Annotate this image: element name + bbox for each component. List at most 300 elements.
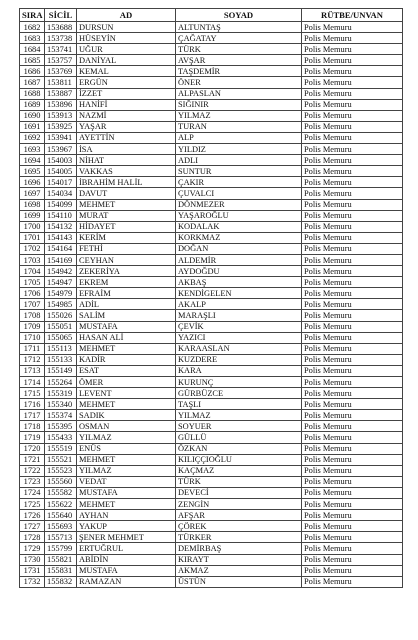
cell-ad: KEMAL	[77, 66, 176, 77]
cell-rutbe: Polis Memuru	[302, 443, 403, 454]
cell-soyad: ÇAKIR	[176, 177, 302, 188]
cell-sicil: 154099	[45, 199, 77, 210]
cell-rutbe: Polis Memuru	[302, 554, 403, 565]
table-row	[20, 66, 403, 77]
cell-rutbe: Polis Memuru	[302, 388, 403, 399]
table-row	[20, 532, 403, 543]
cell-rutbe: Polis Memuru	[302, 532, 403, 543]
cell-soyad: TÜRKER	[176, 532, 302, 543]
cell-soyad: ÖZKAN	[176, 443, 302, 454]
cell-soyad: ÖNER	[176, 77, 302, 88]
cell-soyad: ÇÖREK	[176, 521, 302, 532]
cell-sicil: 155113	[45, 343, 77, 354]
cell-ad: ESAT	[77, 365, 176, 376]
cell-sicil: 154017	[45, 177, 77, 188]
cell-ad: İBRAHİM HALİL	[77, 177, 176, 188]
cell-sicil: 153741	[45, 44, 77, 55]
cell-ad: ZEKERİYA	[77, 266, 176, 277]
cell-sira: 1705	[20, 277, 45, 288]
cell-ad: HÜSEYİN	[77, 33, 176, 44]
table-row	[20, 410, 403, 421]
cell-soyad: AFŞAR	[176, 510, 302, 521]
cell-rutbe: Polis Memuru	[302, 199, 403, 210]
cell-soyad: AKALP	[176, 299, 302, 310]
header-rutbe: RÜTBE/UNVAN	[302, 9, 403, 22]
cell-soyad: AVŞAR	[176, 55, 302, 66]
cell-soyad: KAÇMAZ	[176, 465, 302, 476]
cell-ad: FETHİ	[77, 243, 176, 254]
cell-rutbe: Polis Memuru	[302, 177, 403, 188]
cell-sicil: 153887	[45, 88, 77, 99]
cell-sira: 1700	[20, 221, 45, 232]
cell-sira: 1686	[20, 66, 45, 77]
cell-ad: ADİL	[77, 299, 176, 310]
cell-soyad: ÜSTÜN	[176, 576, 302, 587]
cell-sira: 1682	[20, 22, 45, 33]
cell-soyad: ALTUNTAŞ	[176, 22, 302, 33]
cell-sira: 1716	[20, 399, 45, 410]
cell-ad: ERGÜN	[77, 77, 176, 88]
table-row	[20, 188, 403, 199]
cell-rutbe: Polis Memuru	[302, 432, 403, 443]
cell-sicil: 155560	[45, 476, 77, 487]
cell-rutbe: Polis Memuru	[302, 110, 403, 121]
cell-sicil: 153925	[45, 121, 77, 132]
cell-rutbe: Polis Memuru	[302, 299, 403, 310]
cell-sicil: 155693	[45, 521, 77, 532]
cell-rutbe: Polis Memuru	[302, 243, 403, 254]
cell-soyad: TURAN	[176, 121, 302, 132]
header-sicil: SİCİL	[45, 9, 77, 22]
cell-sira: 1715	[20, 388, 45, 399]
cell-rutbe: Polis Memuru	[302, 22, 403, 33]
cell-sira: 1730	[20, 554, 45, 565]
cell-sira: 1697	[20, 188, 45, 199]
table-row	[20, 121, 403, 132]
cell-soyad: YAZICI	[176, 332, 302, 343]
cell-sira: 1728	[20, 532, 45, 543]
table-row	[20, 421, 403, 432]
cell-sira: 1732	[20, 576, 45, 587]
cell-sira: 1710	[20, 332, 45, 343]
cell-sira: 1718	[20, 421, 45, 432]
cell-ad: SADIK	[77, 410, 176, 421]
cell-sira: 1724	[20, 487, 45, 498]
cell-ad: AYHAN	[77, 510, 176, 521]
table-row	[20, 365, 403, 376]
table-row	[20, 354, 403, 365]
cell-sira: 1708	[20, 310, 45, 321]
cell-soyad: ÇAĞATAY	[176, 33, 302, 44]
cell-ad: RAMAZAN	[77, 576, 176, 587]
cell-sicil: 155713	[45, 532, 77, 543]
cell-sira: 1689	[20, 99, 45, 110]
cell-soyad: ALDEMİR	[176, 254, 302, 265]
cell-soyad: MARAŞLI	[176, 310, 302, 321]
cell-ad: ÖMER	[77, 377, 176, 388]
cell-sicil: 155319	[45, 388, 77, 399]
cell-ad: EFRAİM	[77, 288, 176, 299]
cell-soyad: KIRAYT	[176, 554, 302, 565]
table-row	[20, 432, 403, 443]
cell-ad: VEDAT	[77, 476, 176, 487]
cell-soyad: YILDIZ	[176, 144, 302, 155]
table-row	[20, 576, 403, 587]
cell-ad: AYETTİN	[77, 132, 176, 143]
cell-rutbe: Polis Memuru	[302, 210, 403, 221]
table-row	[20, 166, 403, 177]
cell-sira: 1683	[20, 33, 45, 44]
table-row	[20, 521, 403, 532]
cell-rutbe: Polis Memuru	[302, 354, 403, 365]
cell-sira: 1720	[20, 443, 45, 454]
cell-ad: NAZMİ	[77, 110, 176, 121]
table-row	[20, 332, 403, 343]
cell-rutbe: Polis Memuru	[302, 365, 403, 376]
cell-sicil: 153738	[45, 33, 77, 44]
table-row	[20, 210, 403, 221]
cell-rutbe: Polis Memuru	[302, 521, 403, 532]
cell-soyad: AKBAŞ	[176, 277, 302, 288]
cell-sicil: 155149	[45, 365, 77, 376]
table-row	[20, 499, 403, 510]
cell-soyad: DEVECİ	[176, 487, 302, 498]
cell-rutbe: Polis Memuru	[302, 221, 403, 232]
cell-sicil: 154942	[45, 266, 77, 277]
cell-sira: 1703	[20, 254, 45, 265]
cell-sicil: 154143	[45, 232, 77, 243]
table-row	[20, 144, 403, 155]
table-row	[20, 254, 403, 265]
cell-sicil: 153913	[45, 110, 77, 121]
cell-sira: 1690	[20, 110, 45, 121]
cell-sira: 1717	[20, 410, 45, 421]
cell-ad: MEHMET	[77, 343, 176, 354]
cell-ad: YILMAZ	[77, 465, 176, 476]
cell-sira: 1684	[20, 44, 45, 55]
cell-rutbe: Polis Memuru	[302, 88, 403, 99]
cell-sira: 1727	[20, 521, 45, 532]
cell-soyad: ALP	[176, 132, 302, 143]
table-row	[20, 22, 403, 33]
table-row	[20, 288, 403, 299]
cell-sira: 1709	[20, 321, 45, 332]
cell-sira: 1696	[20, 177, 45, 188]
cell-ad: MEHMET	[77, 454, 176, 465]
cell-rutbe: Polis Memuru	[302, 321, 403, 332]
cell-sicil: 155340	[45, 399, 77, 410]
cell-rutbe: Polis Memuru	[302, 144, 403, 155]
table-row	[20, 321, 403, 332]
cell-sicil: 155374	[45, 410, 77, 421]
table-row	[20, 343, 403, 354]
cell-sicil: 154979	[45, 288, 77, 299]
cell-soyad: YILMAZ	[176, 110, 302, 121]
cell-sira: 1693	[20, 144, 45, 155]
cell-rutbe: Polis Memuru	[302, 77, 403, 88]
cell-sicil: 155264	[45, 377, 77, 388]
table-row	[20, 33, 403, 44]
cell-sira: 1725	[20, 499, 45, 510]
cell-sira: 1699	[20, 210, 45, 221]
cell-ad: MUSTAFA	[77, 565, 176, 576]
header-soyad: SOYAD	[176, 9, 302, 22]
table-row	[20, 465, 403, 476]
table-row	[20, 454, 403, 465]
cell-rutbe: Polis Memuru	[302, 99, 403, 110]
cell-sicil: 155582	[45, 487, 77, 498]
cell-sicil: 154169	[45, 254, 77, 265]
cell-sicil: 155051	[45, 321, 77, 332]
cell-sicil: 154132	[45, 221, 77, 232]
cell-soyad: DEMİRBAŞ	[176, 543, 302, 554]
cell-soyad: KODALAK	[176, 221, 302, 232]
cell-sira: 1729	[20, 543, 45, 554]
cell-sicil: 153769	[45, 66, 77, 77]
cell-sicil: 155521	[45, 454, 77, 465]
cell-ad: EKREM	[77, 277, 176, 288]
cell-soyad: ADLI	[176, 155, 302, 166]
cell-ad: YAŞAR	[77, 121, 176, 132]
cell-sicil: 154947	[45, 277, 77, 288]
cell-rutbe: Polis Memuru	[302, 332, 403, 343]
cell-ad: MEHMET	[77, 399, 176, 410]
cell-rutbe: Polis Memuru	[302, 377, 403, 388]
cell-rutbe: Polis Memuru	[302, 499, 403, 510]
cell-ad: YILMAZ	[77, 432, 176, 443]
cell-soyad: KURUNÇ	[176, 377, 302, 388]
cell-sira: 1704	[20, 266, 45, 277]
cell-ad: MUSTAFA	[77, 487, 176, 498]
table-row	[20, 399, 403, 410]
cell-rutbe: Polis Memuru	[302, 266, 403, 277]
table-row	[20, 177, 403, 188]
cell-sira: 1712	[20, 354, 45, 365]
cell-ad: KERİM	[77, 232, 176, 243]
cell-sicil: 153688	[45, 22, 77, 33]
cell-soyad: DOĞAN	[176, 243, 302, 254]
cell-rutbe: Polis Memuru	[302, 510, 403, 521]
cell-soyad: SIĞINIR	[176, 99, 302, 110]
cell-sicil: 155831	[45, 565, 77, 576]
cell-sicil: 155832	[45, 576, 77, 587]
cell-ad: VAKKAS	[77, 166, 176, 177]
cell-soyad: ÇUVALCI	[176, 188, 302, 199]
cell-ad: MURAT	[77, 210, 176, 221]
table-row	[20, 155, 403, 166]
cell-sira: 1701	[20, 232, 45, 243]
cell-sicil: 153896	[45, 99, 77, 110]
cell-rutbe: Polis Memuru	[302, 66, 403, 77]
table-row	[20, 388, 403, 399]
cell-ad: HİDAYET	[77, 221, 176, 232]
cell-ad: İZZET	[77, 88, 176, 99]
header-ad: AD	[77, 9, 176, 22]
cell-soyad: TÜRK	[176, 44, 302, 55]
cell-sira: 1713	[20, 365, 45, 376]
cell-rutbe: Polis Memuru	[302, 487, 403, 498]
table-row	[20, 443, 403, 454]
cell-sicil: 155133	[45, 354, 77, 365]
cell-soyad: TAŞLI	[176, 399, 302, 410]
cell-ad: YAKUP	[77, 521, 176, 532]
cell-soyad: AKMAZ	[176, 565, 302, 576]
header-row	[20, 9, 403, 22]
cell-rutbe: Polis Memuru	[302, 33, 403, 44]
cell-sira: 1731	[20, 565, 45, 576]
table-row	[20, 44, 403, 55]
cell-soyad: KORKMAZ	[176, 232, 302, 243]
cell-sicil: 155065	[45, 332, 77, 343]
cell-sira: 1702	[20, 243, 45, 254]
cell-sicil: 153757	[45, 55, 77, 66]
cell-soyad: KARA	[176, 365, 302, 376]
cell-rutbe: Polis Memuru	[302, 288, 403, 299]
cell-rutbe: Polis Memuru	[302, 343, 403, 354]
cell-rutbe: Polis Memuru	[302, 465, 403, 476]
table-row	[20, 199, 403, 210]
cell-sira: 1723	[20, 476, 45, 487]
cell-ad: ŞENER MEHMET	[77, 532, 176, 543]
cell-sicil: 154034	[45, 188, 77, 199]
cell-ad: DAVUT	[77, 188, 176, 199]
cell-rutbe: Polis Memuru	[302, 44, 403, 55]
cell-rutbe: Polis Memuru	[302, 576, 403, 587]
cell-sicil: 155523	[45, 465, 77, 476]
cell-soyad: YAŞAROĞLU	[176, 210, 302, 221]
cell-sira: 1692	[20, 132, 45, 143]
table-row	[20, 266, 403, 277]
cell-sicil: 153941	[45, 132, 77, 143]
cell-soyad: ZENGİN	[176, 499, 302, 510]
cell-soyad: TAŞDEMİR	[176, 66, 302, 77]
personnel-table	[19, 8, 403, 588]
cell-sicil: 154985	[45, 299, 77, 310]
cell-rutbe: Polis Memuru	[302, 55, 403, 66]
table-row	[20, 377, 403, 388]
table-row	[20, 299, 403, 310]
cell-sira: 1707	[20, 299, 45, 310]
table-row	[20, 221, 403, 232]
cell-ad: DURSUN	[77, 22, 176, 33]
cell-sicil: 153967	[45, 144, 77, 155]
cell-ad: LEVENT	[77, 388, 176, 399]
cell-sira: 1711	[20, 343, 45, 354]
cell-sicil: 155433	[45, 432, 77, 443]
table-row	[20, 55, 403, 66]
cell-rutbe: Polis Memuru	[302, 399, 403, 410]
table-row	[20, 88, 403, 99]
cell-ad: İSA	[77, 144, 176, 155]
cell-ad: NİHAT	[77, 155, 176, 166]
header-sira: SIRA	[20, 9, 45, 22]
cell-sicil: 155622	[45, 499, 77, 510]
cell-sira: 1726	[20, 510, 45, 521]
cell-ad: CEYHAN	[77, 254, 176, 265]
cell-rutbe: Polis Memuru	[302, 166, 403, 177]
cell-sira: 1695	[20, 166, 45, 177]
cell-sicil: 154164	[45, 243, 77, 254]
cell-ad: ENÜS	[77, 443, 176, 454]
table-row	[20, 310, 403, 321]
cell-ad: SALİM	[77, 310, 176, 321]
table-row	[20, 110, 403, 121]
cell-soyad: DÖNMEZER	[176, 199, 302, 210]
cell-ad: ERTUĞRUL	[77, 543, 176, 554]
cell-sira: 1685	[20, 55, 45, 66]
cell-soyad: AYDOĞDU	[176, 266, 302, 277]
cell-soyad: SUNTUR	[176, 166, 302, 177]
table-row	[20, 476, 403, 487]
cell-sicil: 154110	[45, 210, 77, 221]
cell-sira: 1706	[20, 288, 45, 299]
cell-ad: MUSTAFA	[77, 321, 176, 332]
cell-rutbe: Polis Memuru	[302, 421, 403, 432]
cell-rutbe: Polis Memuru	[302, 254, 403, 265]
cell-soyad: ÇEVİK	[176, 321, 302, 332]
table-row	[20, 543, 403, 554]
cell-ad: HANİFİ	[77, 99, 176, 110]
cell-ad: MEHMET	[77, 499, 176, 510]
cell-ad: DANİYAL	[77, 55, 176, 66]
cell-sicil: 155026	[45, 310, 77, 321]
cell-soyad: KENDİGELEN	[176, 288, 302, 299]
table-row	[20, 243, 403, 254]
cell-soyad: KARAASLAN	[176, 343, 302, 354]
cell-rutbe: Polis Memuru	[302, 310, 403, 321]
cell-soyad: TÜRK	[176, 476, 302, 487]
cell-rutbe: Polis Memuru	[302, 410, 403, 421]
cell-rutbe: Polis Memuru	[302, 476, 403, 487]
cell-rutbe: Polis Memuru	[302, 232, 403, 243]
cell-rutbe: Polis Memuru	[302, 155, 403, 166]
cell-sicil: 155640	[45, 510, 77, 521]
cell-sicil: 155519	[45, 443, 77, 454]
cell-rutbe: Polis Memuru	[302, 188, 403, 199]
cell-sicil: 154005	[45, 166, 77, 177]
table-row	[20, 132, 403, 143]
cell-rutbe: Polis Memuru	[302, 132, 403, 143]
table-row	[20, 487, 403, 498]
cell-soyad: ALPASLAN	[176, 88, 302, 99]
cell-sira: 1688	[20, 88, 45, 99]
cell-sicil: 154003	[45, 155, 77, 166]
cell-sira: 1719	[20, 432, 45, 443]
cell-soyad: SOYUER	[176, 421, 302, 432]
cell-sira: 1691	[20, 121, 45, 132]
cell-ad: OSMAN	[77, 421, 176, 432]
table-row	[20, 565, 403, 576]
cell-sira: 1698	[20, 199, 45, 210]
cell-ad: ABİDİN	[77, 554, 176, 565]
cell-rutbe: Polis Memuru	[302, 454, 403, 465]
cell-rutbe: Polis Memuru	[302, 277, 403, 288]
cell-sira: 1694	[20, 155, 45, 166]
cell-sicil: 155395	[45, 421, 77, 432]
cell-sira: 1722	[20, 465, 45, 476]
cell-ad: UĞUR	[77, 44, 176, 55]
cell-ad: HASAN ALİ	[77, 332, 176, 343]
cell-sira: 1714	[20, 377, 45, 388]
cell-ad: KADİR	[77, 354, 176, 365]
cell-sira: 1721	[20, 454, 45, 465]
cell-soyad: GÜRBÜZCE	[176, 388, 302, 399]
table-row	[20, 99, 403, 110]
cell-rutbe: Polis Memuru	[302, 121, 403, 132]
table-row	[20, 77, 403, 88]
table-row	[20, 510, 403, 521]
cell-rutbe: Polis Memuru	[302, 543, 403, 554]
